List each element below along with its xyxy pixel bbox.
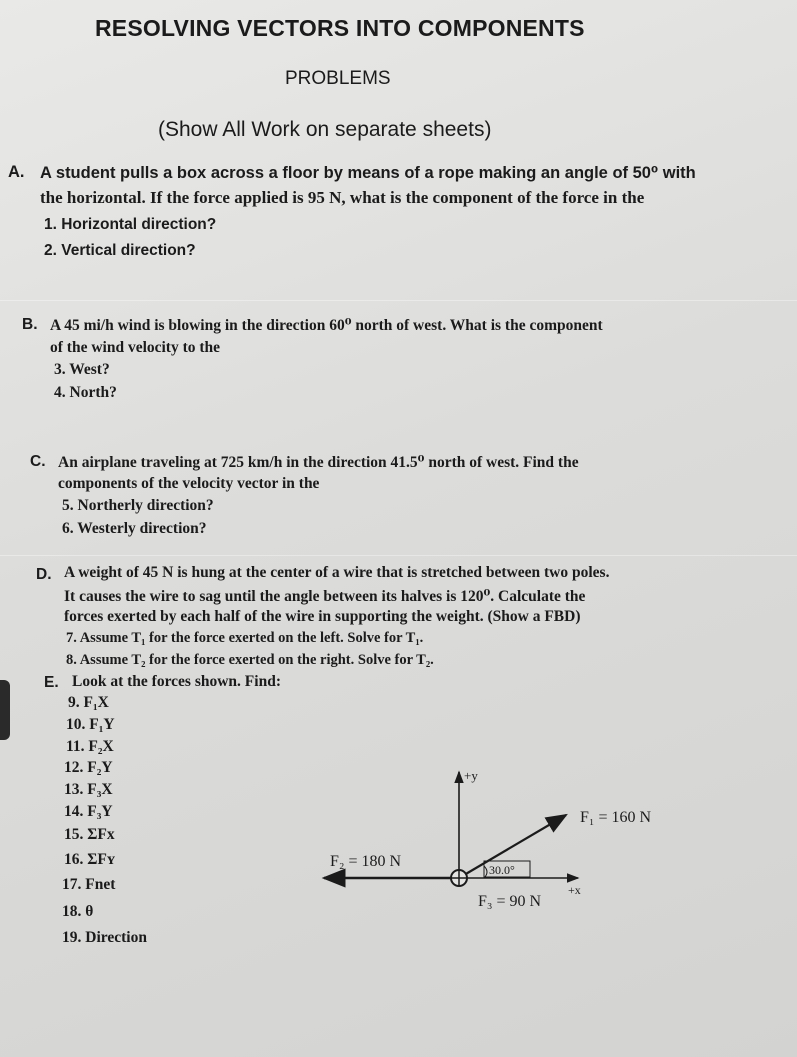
question-item: 12. F₂Y — [64, 759, 113, 776]
question-item: 9. F₁X — [68, 694, 109, 711]
question-item: 10. F₁Y — [66, 716, 115, 733]
problem-text-line: A 45 mi/h wind is blowing in the direction 60⁰ north of west. What is the component — [50, 317, 603, 334]
question-item: 14. F₃Y — [64, 803, 113, 820]
question-item: 6. Westerly direction? — [62, 520, 207, 537]
question-item: 15. ΣFx — [64, 826, 115, 843]
question-item: 16. ΣFʏ — [64, 851, 116, 868]
problem-text-line: A weight of 45 N is hung at the center of a wire that is stretched between two poles. — [64, 564, 610, 581]
problem-text-line: Look at the forces shown. Find: — [72, 673, 281, 690]
question-item: 5. Northerly direction? — [62, 497, 214, 514]
problem-text-line: components of the velocity vector in the — [58, 475, 320, 492]
plus-x-label: +x — [568, 883, 581, 897]
plus-y-label: +y — [464, 768, 478, 783]
question-item: 13. F₃X — [64, 781, 113, 798]
problem-text-line: of the wind velocity to the — [50, 339, 221, 356]
question-item: 18. θ — [62, 903, 94, 920]
problem-letter: B. — [22, 316, 38, 333]
problem-letter: C. — [30, 453, 46, 470]
question-item: 11. F₂X — [66, 738, 114, 755]
question-item: 17. Fnet — [62, 876, 116, 893]
problem-letter: D. — [36, 566, 52, 583]
instruction-text: (Show All Work on separate sheets) — [158, 118, 492, 141]
f1-label: F₁ = 160 N — [580, 809, 652, 826]
f3-label: F₃ = 90 N — [478, 893, 542, 910]
page-title: RESOLVING VECTORS INTO COMPONENTS — [95, 15, 585, 41]
page-subtitle: PROBLEMS — [285, 68, 391, 89]
question-item: 7. Assume T₁ for the force exerted on the left. Solve for T₁. — [66, 630, 424, 646]
problem-text-line: the horizontal. If the force applied is 95 N, what is the component of the force in the — [40, 188, 645, 207]
problem-text-line: forces exerted by each half of the wire in supporting the weight. (Show a FBD) — [64, 608, 581, 625]
problem-letter: E. — [44, 674, 59, 691]
question-item: 1. Horizontal direction? — [44, 216, 217, 233]
angle-label: 30.0° — [489, 863, 515, 877]
problem-text-line: An airplane traveling at 725 km/h in the direction 41.5⁰ north of west. Find the — [58, 454, 579, 471]
problem-text-line: It causes the wire to sag until the angle between its halves is 120⁰. Calculate the — [64, 588, 586, 605]
f2-label: F₂ = 180 N — [330, 853, 402, 870]
problem-text-line: A student pulls a box across a floor by means of a rope making an angle of 50⁰ with — [40, 164, 696, 182]
problem-letter: A. — [8, 163, 25, 181]
question-item: 19. Direction — [62, 929, 147, 946]
question-item: 3. West? — [54, 361, 110, 378]
question-item: 4. North? — [54, 384, 117, 401]
question-item: 8. Assume T₂ for the force exerted on the right. Solve for T₂. — [66, 652, 434, 668]
question-item: 2. Vertical direction? — [44, 242, 196, 259]
